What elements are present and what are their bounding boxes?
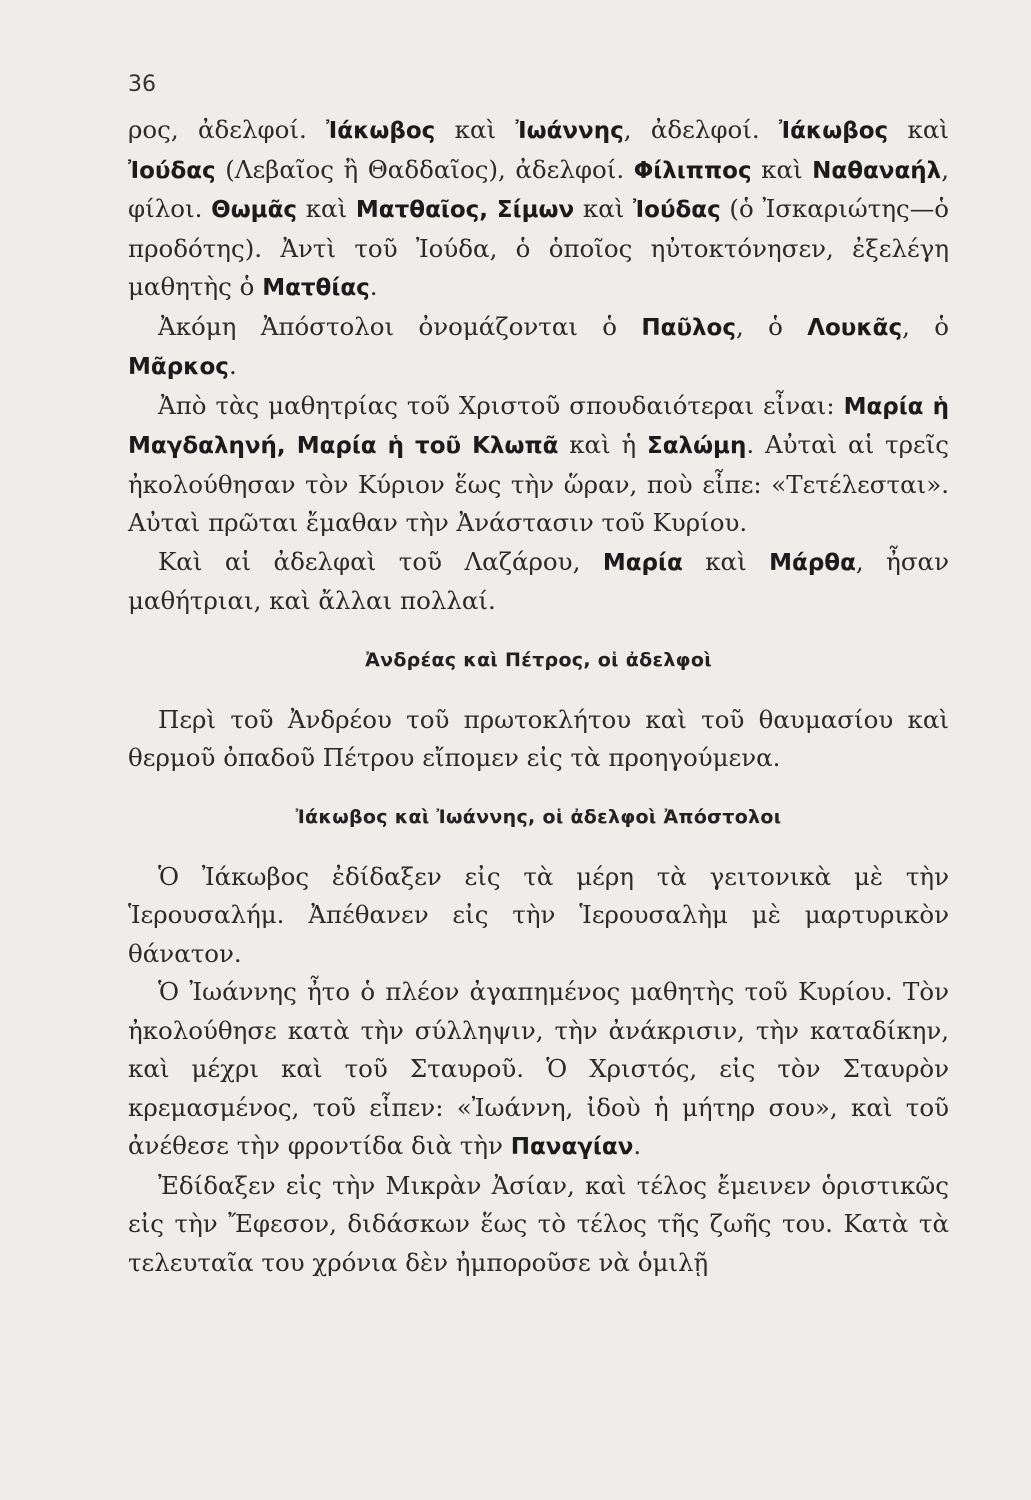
bold-name: Σαλώμη [647, 433, 747, 459]
text-run: , ὁ [735, 311, 808, 341]
text-run: . [228, 351, 237, 380]
paragraph [128, 387, 949, 543]
text-run: , ὁ [902, 311, 949, 341]
bold-name: Ἰούδας [633, 197, 721, 223]
bold-name: Μαρία ἡ Μαγδαληνή, Μαρία ἡ τοῦ Κλωπᾶ [128, 393, 949, 459]
text-run: , φίλοι. [128, 154, 950, 223]
text-run: , ἀδελφοί. [623, 115, 780, 144]
text-run: . Αὐταὶ αἱ τρεῖς ἠκολούθησαν τὸν Κύριον ἕως τὴν ὥραν, ποὺ εἶπε: «Τετέλεσται». Αὐταὶ πρῶται ἔμαθαν τὴν Ἀνάστασιν τοῦ Κυρίου. [128, 430, 949, 537]
text-run: Ὁ Ἰωάννης ἦτο ὁ πλέον ἀγαπημένος μαθητὴς τοῦ Κυρίου. Τὸν ἠκολούθησε κατὰ τὴν σύλληψιν, τὴν ἀνάκρισιν, τὴν καταδίκην, καὶ μέχρι καὶ τοῦ Σταυροῦ. Ὁ Χριστός, εἰς τὸν Σταυρὸν κρεμασμένος, τοῦ εἶπεν: «Ἰωάννη, ἰδοὺ ἡ μήτηρ σου», καὶ τοῦ ἀνέθεσε τὴν φροντίδα διὰ τὴν [128, 977, 949, 1160]
paragraph [128, 543, 949, 621]
text-run: καὶ [888, 115, 949, 144]
text-run: ρος, ἀδελφοί. [128, 115, 327, 144]
bold-name: Μᾶρκος [128, 354, 229, 380]
bold-name: Ἰάκωβος [779, 118, 889, 144]
text-run: καὶ [682, 546, 770, 576]
section-heading-iakovos-ioannis: Ἰάκωβος καὶ Ἰωάννης, οἱ ἀδελφοὶ Ἀπόστολοι [295, 805, 782, 828]
text-run: καὶ ἡ [558, 430, 647, 459]
text-run: Καὶ αἱ ἀδελφαὶ τοῦ Λαζάρου, [158, 546, 603, 576]
text-run: καὶ [574, 194, 634, 223]
text-run: καὶ [297, 194, 356, 223]
bold-name: Ἰωάννης [515, 118, 624, 144]
text-run: Ἀκόμη Ἀπόστολοι ὀνομάζονται ὁ [158, 311, 642, 341]
bold-name: Φίλιππος [633, 157, 752, 184]
paragraph [128, 973, 949, 1167]
section-iakovos-ioannis [128, 858, 949, 1283]
bold-name: Θωμᾶς [211, 197, 298, 223]
text-run: . [369, 272, 378, 301]
bold-name: Ματθαῖος, Σίμων [355, 197, 575, 223]
text-run: Ἀπὸ τὰς μαθητρίας τοῦ Χριστοῦ σπουδαιότεραι εἶναι: [158, 390, 844, 420]
text-run: , ἦσαν μαθήτριαι, καὶ ἄλλαι πολλαί. [128, 546, 949, 615]
text-run: καὶ [435, 115, 516, 144]
text-run: . [633, 1131, 642, 1160]
text-run: (ὁ Ἰσκαριώτης—ὁ προδότης). Ἀντὶ τοῦ Ἰούδα, ὁ ὁποῖος ηὐτοκτόνησεν, ἐξελέγη μαθητὴς ὁ [128, 194, 949, 301]
bold-name: Παῦλος [641, 314, 736, 341]
text-run: Ἐδίδαξεν εἰς τὴν Μικρὰν Ἀσίαν, καὶ τέλος ἔμεινεν ὁριστικῶς εἰς τὴν Ἔφεσον, διδάσκων ἕως τὸ τέλος τῆς ζωῆς του. Κατὰ τὰ τελευταῖα του χρόνια δὲν ἠμποροῦσε νὰ ὁμιλῇ [128, 1170, 949, 1277]
section-andreas-petros [128, 701, 949, 778]
bold-name: Μάρθα [769, 549, 856, 576]
paragraph [128, 111, 949, 308]
bold-name: Παναγίαν [510, 1134, 634, 1160]
paragraph [128, 858, 949, 974]
bold-name: Ματθίας [262, 275, 370, 301]
bold-name: Μαρία [602, 549, 683, 576]
bold-name: Ἰάκωβος [326, 118, 436, 144]
paragraph [128, 701, 949, 778]
text-run: καὶ [751, 154, 813, 184]
section-apostles-list [128, 111, 949, 621]
section-heading-andreas-petros: Ἀνδρέας καὶ Πέτρος, οἱ ἀδελφοὶ [365, 648, 712, 671]
paragraph [128, 1167, 949, 1283]
bold-name: Ναθαναήλ [812, 157, 942, 184]
text-run: Ὁ Ἰάκωβος ἐδίδαξεν εἰς τὰ μέρη τὰ γειτονικὰ μὲ τὴν Ἱερουσαλήμ. Ἀπέθανεν εἰς τὴν Ἱερουσαλὴμ μὲ μαρτυρικὸν θάνατον. [128, 861, 949, 968]
bold-name: Ἰούδας [128, 157, 216, 184]
paragraph [128, 308, 949, 387]
text-run: (Λεβαῖος ἢ Θαδδαῖος), ἀδελφοί. [215, 154, 634, 184]
bold-name: Λουκᾶς [807, 314, 903, 341]
page-number: 36 [128, 72, 156, 97]
text-run: Περὶ τοῦ Ἀνδρέου τοῦ πρωτοκλήτου καὶ τοῦ θαυμασίου καὶ θερμοῦ ὀπαδοῦ Πέτρου εἴπομεν εἰς τὰ προηγούμενα. [128, 704, 949, 772]
